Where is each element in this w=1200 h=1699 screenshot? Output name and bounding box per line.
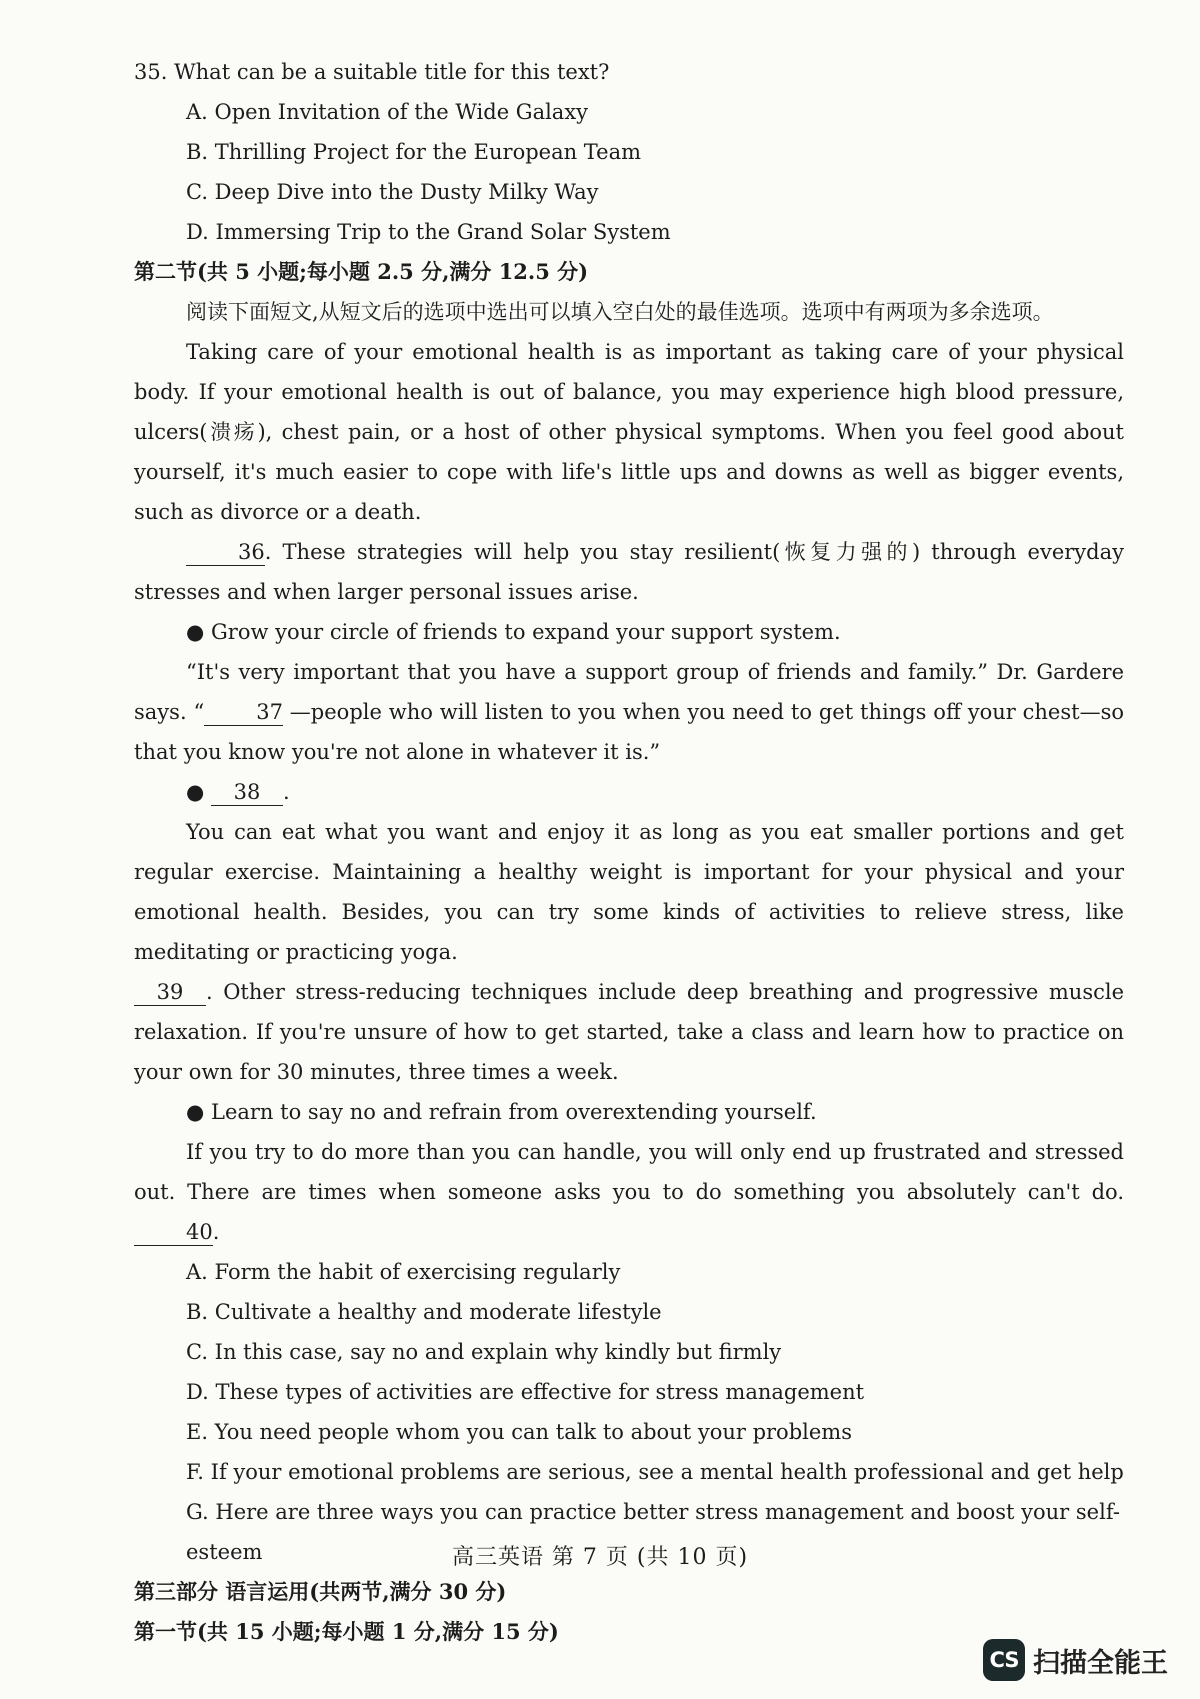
question-35-option-a: A. Open Invitation of the Wide Galaxy <box>186 100 589 124</box>
section-2-instruction: 阅读下面短文,从短文后的选项中选出可以填入空白处的最佳选项。选项中有两项为多余选项。 <box>186 300 1054 324</box>
blank-37: 37 <box>204 699 283 726</box>
bullet-grow-circle: ● Grow your circle of friends to expand your support system. <box>186 620 841 644</box>
question-35-stem: 35. What can be a suitable title for this text? <box>134 60 610 84</box>
choice-g: G. Here are three ways you can practice better stress management and boost your self-esteem <box>186 1500 1120 1564</box>
page-footer: 高三英语 第 7 页 (共 10 页) <box>451 1545 749 1570</box>
bullet-38 <box>186 772 1124 812</box>
passage-paragraph-3-rest: —people who will listen to you when you need to get things off your chest—so that you know you're not alone in whatever it is.” <box>134 700 1124 764</box>
bullet-learn-say-no: ● Learn to say no and refrain from overextending yourself. <box>186 1100 817 1124</box>
page-content <box>134 52 1124 1652</box>
passage-paragraph-3 <box>134 652 1124 772</box>
question-35-option-d: D. Immersing Trip to the Grand Solar System <box>186 220 671 244</box>
choice-e: E. You need people whom you can talk to about your problems <box>186 1420 852 1444</box>
blank-38: 38 <box>211 779 283 806</box>
blank-39: 39 <box>134 979 206 1006</box>
blank-36: 36 <box>186 539 265 566</box>
scanner-watermark <box>983 1639 1168 1681</box>
passage-paragraph-1: Taking care of your emotional health is as important as taking care of your physical body. If your emotional health is out of balance, you may experience high blood pressure, ulcers(溃疡), chest pain, or a host of other physical symptoms. When you feel good about yourself, it's much easier to cope with life's little ups and downs as well as bigger events, such as divorce or a death. <box>134 340 1124 524</box>
passage-paragraph-5 <box>134 972 1124 1092</box>
question-35-option-b: B. Thrilling Project for the European Team <box>186 140 642 164</box>
choice-a: A. Form the habit of exercising regularly <box>186 1260 621 1284</box>
choice-d: D. These types of activities are effective for stress management <box>186 1380 865 1404</box>
passage-paragraph-4: You can eat what you want and enjoy it as long as you eat smaller portions and get regular exercise. Maintaining a healthy weight is important for your physical and your emotional health. Besides, you can try some kinds of activities to relieve stress, like meditating or practicing yoga. <box>134 820 1124 964</box>
passage-paragraph-5-text: . Other stress-reducing techniques include deep breathing and progressive muscle relaxation. If you're unsure of how to get started, take a class and learn how to practice on your own for 30 minutes, three times a week. <box>134 980 1124 1084</box>
passage-paragraph-6-end: . <box>212 1220 220 1244</box>
passage-paragraph-6 <box>134 1132 1124 1252</box>
passage-paragraph-3-start: “It's very important that you have a support group of friends and family.” Dr. Gardere says. “ <box>134 660 1124 724</box>
question-35-option-c: C. Deep Dive into the Dusty Milky Way <box>186 180 599 204</box>
passage-paragraph-6-text: If you try to do more than you can handle, you will only end up frustrated and stressed out. There are times when someone asks you to do something you absolutely can't do. <box>134 1140 1124 1204</box>
part-3-section-1-heading: 第一节(共 15 小题;每小题 1 分,满分 15 分) <box>134 1619 559 1644</box>
choice-f: F. If your emotional problems are serious, see a mental health professional and get help <box>186 1460 1124 1484</box>
part-3-heading: 第三部分 语言运用(共两节,满分 30 分) <box>134 1579 507 1604</box>
bullet-dot: ● <box>186 780 205 804</box>
choice-c: C. In this case, say no and explain why kindly but firmly <box>186 1340 782 1364</box>
passage-paragraph-2-text: . These strategies will help you stay resilient(恢复力强的) through everyday stresses and when larger personal issues arise. <box>134 540 1124 604</box>
bullet-38-period: . <box>283 780 290 804</box>
camscanner-logo-icon: CS <box>983 1639 1025 1681</box>
passage-paragraph-2 <box>134 532 1124 612</box>
section-2-heading: 第二节(共 5 小题;每小题 2.5 分,满分 12.5 分) <box>134 259 589 284</box>
blank-40: 40 <box>134 1219 213 1246</box>
choice-b: B. Cultivate a healthy and moderate lifestyle <box>186 1300 662 1324</box>
watermark-text: 扫描全能王 <box>1033 1647 1168 1679</box>
